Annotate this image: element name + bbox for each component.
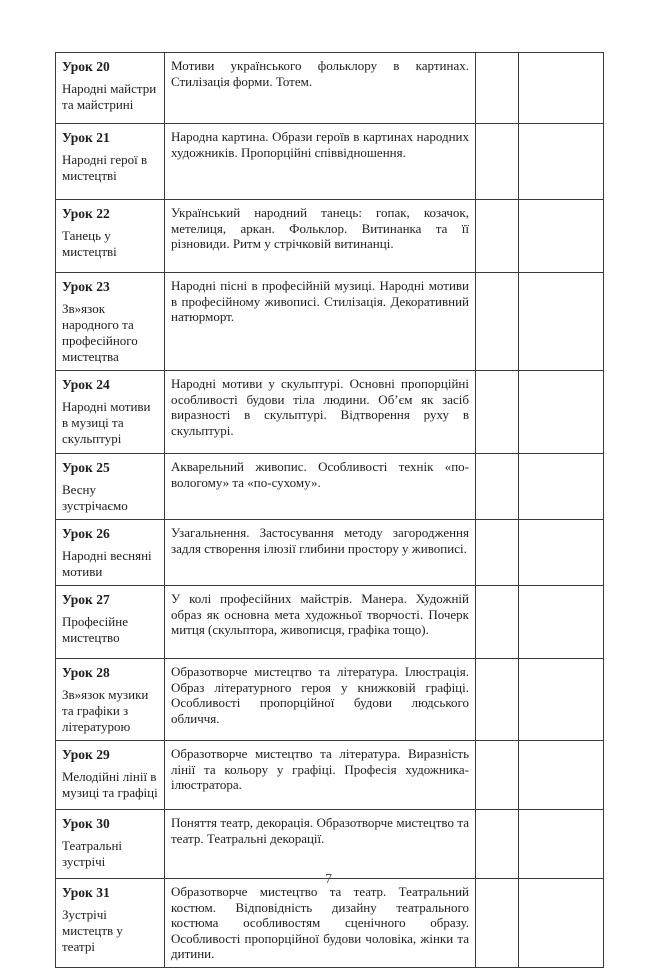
lesson-cell [56,200,165,273]
table-row [56,371,604,454]
table-row [56,200,604,273]
lesson-description: Народні мотиви у скульптурі. Основні пропорційні особливості будови тіла людини. Об’єм як засіб виразності в скульптурі. Відтворення руху в скульптурі. [165,371,476,454]
empty-cell-narrow [476,371,519,454]
empty-cell-narrow [476,520,519,586]
lesson-description: Мотиви українського фольклору в картинах. Стилізація форми. Тотем. [165,53,476,124]
table-row [56,659,604,741]
empty-cell-wide [519,371,604,454]
lesson-cell [56,659,165,741]
empty-cell-narrow [476,273,519,371]
lesson-number: Урок 22 [62,206,110,221]
lesson-cell [56,586,165,659]
lesson-description: Український народний танець: гопак, козачок, метелиця, аркан. Фольклор. Витинанка та її різновиди. Ритм у стрічковій витинанці. [165,200,476,273]
table-row [56,741,604,810]
lesson-description: Образотворче мистецтво та театр. Театральний костюм. Відповідність дизайну театрального костюма особливостям сценічного образу. Особливості пропорційної будови чоловіка, жінки та дитини. [165,879,476,968]
lesson-title: Народні майстри та майстрині [62,81,157,112]
empty-cell-narrow [476,124,519,200]
lesson-cell [56,371,165,454]
lesson-number: Урок 23 [62,279,110,294]
lesson-number: Урок 21 [62,130,110,145]
empty-cell-narrow [476,659,519,741]
empty-cell-wide [519,273,604,371]
lesson-title: Театральні зустрічі [62,838,123,869]
page-number: 7 [325,872,332,887]
empty-cell-wide [519,741,604,810]
lesson-cell [56,124,165,200]
empty-cell-narrow [476,586,519,659]
empty-cell-narrow [476,53,519,124]
lesson-number: Урок 30 [62,816,110,831]
empty-cell-wide [519,879,604,968]
lesson-description: Акварельний живопис. Особливості технік «по-вологому» та «по-сухому». [165,454,476,520]
lesson-plan-table [55,52,604,968]
lesson-cell [56,810,165,879]
table-row [56,273,604,371]
lesson-number: Урок 28 [62,665,110,680]
empty-cell-wide [519,659,604,741]
lesson-number: Урок 31 [62,885,110,900]
lesson-number: Урок 25 [62,460,110,475]
table-row [56,53,604,124]
lesson-title: Зустрічі мистецтв у театрі [62,907,123,954]
lesson-title: Мелодійні лінії в музиці та графіці [62,769,158,800]
lesson-cell [56,520,165,586]
empty-cell-wide [519,124,604,200]
lesson-number: Урок 24 [62,377,110,392]
lesson-title: Зв»язок музики та графіки з літературою [62,687,149,734]
lesson-cell [56,273,165,371]
empty-cell-wide [519,53,604,124]
empty-cell-narrow [476,879,519,968]
lesson-cell [56,454,165,520]
lesson-title: Народні мотиви в музиці та скульптурі [62,399,151,446]
empty-cell-wide [519,200,604,273]
lesson-description: Народні пісні в професійній музиці. Народні мотиви в професійному живописі. Стилізація. Декоративний натюрморт. [165,273,476,371]
lesson-description: У колі професійних майстрів. Манера. Художній образ як основна мета художньої творчості. Почерк митця (скульптора, живописця, графіка тощо). [165,586,476,659]
empty-cell-narrow [476,454,519,520]
empty-cell-wide [519,586,604,659]
lesson-title: Професійне мистецтво [62,614,128,645]
lesson-title: Весну зустрічаємо [62,482,128,513]
lesson-description: Образотворче мистецтво та література. Виразність лінії та кольору у графіці. Професія художника-ілюстратора. [165,741,476,810]
empty-cell-wide [519,810,604,879]
lesson-description: Образотворче мистецтво та література. Ілюстрація. Образ літературного героя у книжковій графіці. Особливості пропорційної будови людського обличчя. [165,659,476,741]
lesson-cell [56,741,165,810]
table-row [56,124,604,200]
lesson-description: Поняття театр, декорація. Образотворче мистецтво та театр. Театральні декорації. [165,810,476,879]
table-row [56,520,604,586]
table-row [56,810,604,879]
lesson-title: Зв»язок народного та професійного мистецтва [62,301,138,364]
table-row [56,454,604,520]
lesson-number: Урок 26 [62,526,110,541]
lesson-title: Народні весняні мотиви [62,548,152,579]
lesson-title: Танець у мистецтві [62,228,117,259]
lesson-description: Узагальнення. Застосування методу загородження задля створення ілюзії глибини простору у живописі. [165,520,476,586]
empty-cell-narrow [476,741,519,810]
lesson-title: Народні герої в мистецтві [62,152,148,183]
lesson-number: Урок 20 [62,59,110,74]
empty-cell-wide [519,520,604,586]
lesson-description: Народна картина. Образи героїв в картинах народних художників. Пропорційні співвідношення. [165,124,476,200]
lesson-cell [56,879,165,968]
lesson-number: Урок 27 [62,592,110,607]
lesson-cell [56,53,165,124]
table-row [56,879,604,968]
lesson-number: Урок 29 [62,747,110,762]
empty-cell-narrow [476,200,519,273]
empty-cell-narrow [476,810,519,879]
empty-cell-wide [519,454,604,520]
table-row [56,586,604,659]
